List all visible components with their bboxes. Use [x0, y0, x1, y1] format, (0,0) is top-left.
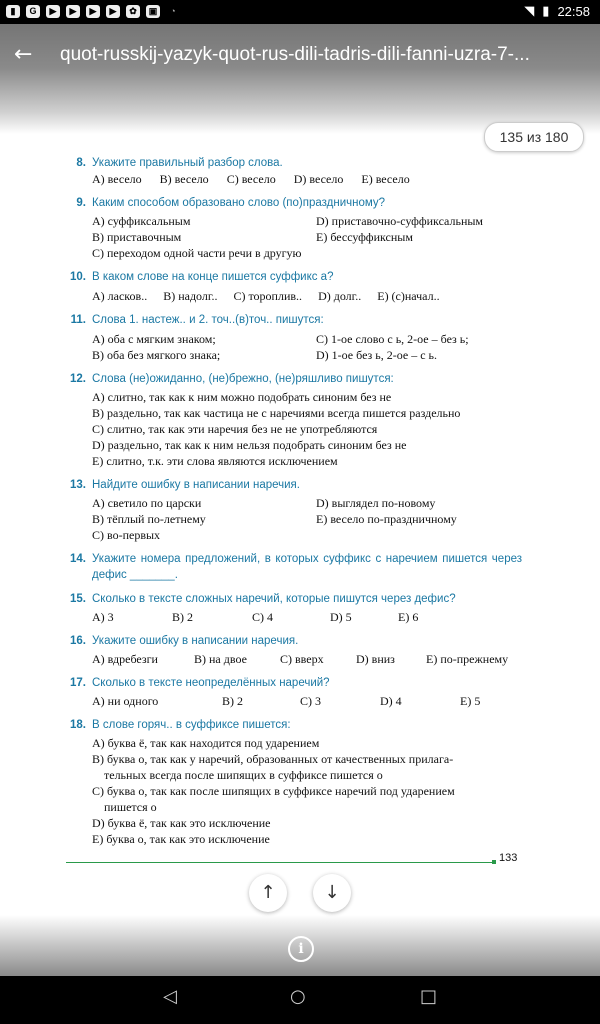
youtube-icon: ▶: [86, 5, 100, 18]
status-right: [524, 3, 590, 19]
recents-icon[interactable]: □: [420, 986, 438, 1007]
option: С) 4: [252, 610, 273, 624]
page-number: 133: [499, 852, 518, 864]
option: D) раздельно, так как к ним нельзя подобрать синоним без не: [92, 438, 407, 452]
option: D) 5: [330, 610, 352, 624]
option: D) приставочно-суффиксальным: [316, 214, 484, 228]
arrow-down-icon: ↓: [324, 882, 340, 903]
sim-icon: ▮: [6, 5, 20, 18]
option: В) 2: [172, 610, 193, 624]
question-number: 14.: [70, 553, 86, 565]
option: А) суффиксальным: [92, 214, 191, 228]
question-12: [66, 371, 522, 469]
youtube-icon: ▶: [46, 5, 60, 18]
option: пишется о: [104, 800, 157, 814]
option: С) во-первых: [92, 528, 161, 542]
google-icon: G: [26, 5, 40, 18]
option: А) вдребезги: [92, 652, 158, 666]
youtube-icon: ▶: [106, 5, 120, 18]
system-nav-bar: [0, 976, 600, 1024]
question-text: Слова 1. настеж.. и 2. точ..(в)точ.. пишутся:: [92, 314, 324, 326]
option: Е) (с)начал..: [377, 289, 440, 303]
question-17: [66, 675, 522, 709]
option: D) 4: [380, 694, 402, 708]
question-text: Найдите ошибку в написании наречия.: [92, 479, 300, 491]
option: В) буква о, так как у наречий, образованных от качественных прилага-: [92, 752, 454, 766]
question-18: [66, 717, 522, 847]
question-text: Укажите ошибку в написании наречия.: [92, 635, 299, 647]
option: С) тороплив..: [233, 289, 303, 303]
option: Е) по-прежнему: [426, 652, 509, 666]
option: Е) весело по-праздничному: [316, 512, 457, 526]
option: D) выглядел по-новому: [316, 496, 436, 510]
question-text: Укажите правильный разбор слова.: [92, 157, 283, 169]
question-number: 16.: [70, 635, 86, 647]
question-number: 8.: [76, 157, 86, 169]
question-number: 17.: [70, 677, 86, 689]
back-arrow-icon[interactable]: ←: [14, 42, 33, 67]
option: В) раздельно, так как частица не с наречиями всегда пишется раздельно: [92, 406, 461, 420]
question-number: 11.: [70, 314, 86, 326]
option: С) буква о, так как после шипящих в суффиксе наречий под ударением: [92, 784, 455, 798]
question-text: В слове горяч.. в суффиксе пишется:: [92, 719, 291, 731]
option: С) вверх: [280, 652, 324, 666]
option: D) долг..: [318, 289, 362, 303]
option: С) слитно, так как эти наречия без не не употребляются: [92, 422, 378, 436]
question-16: [66, 633, 522, 667]
info-icon[interactable]: i: [288, 936, 314, 962]
question-11: [66, 312, 522, 363]
option: Е) 6: [398, 610, 419, 624]
option: А) оба с мягким знаком;: [92, 332, 216, 346]
option: В) тёплый по-летнему: [92, 512, 206, 526]
option: тельных всегда после шипящих в суффиксе пишется о: [104, 768, 383, 782]
option: Е) буква о, так как это исключение: [92, 832, 270, 846]
option: Е) бессуффиксным: [316, 230, 413, 244]
page-counter: 135 из 180: [484, 122, 584, 152]
question-10: [66, 269, 522, 304]
gallery-icon: ▣: [146, 5, 160, 18]
question-number: 10.: [70, 271, 86, 283]
option: В) надолг..: [163, 289, 218, 303]
option: В) весело: [159, 172, 209, 186]
arrow-up-icon: ↑: [260, 882, 276, 903]
app-icon: ✿: [126, 5, 140, 18]
question-15: [66, 591, 522, 625]
option: С) весело: [226, 172, 276, 186]
question-13: [66, 477, 522, 543]
question-9: [66, 195, 522, 261]
question-text: Каким способом образовано слово (по)праздничному?: [92, 197, 386, 209]
option: Е) 5: [460, 694, 481, 708]
back-icon[interactable]: ◁: [163, 986, 177, 1007]
option: В) 2: [222, 694, 243, 708]
status-bar: [0, 0, 600, 24]
document-title: quot-russkij-yazyk-quot-rus-dili-tadris-dili-fanni-uzra-7-...: [60, 44, 530, 65]
option: А) буква ё, так как находится под ударением: [92, 736, 320, 750]
question-14: [66, 551, 522, 583]
wifi-icon: ◥: [524, 3, 535, 18]
question-text: Слова (не)ожиданно, (не)брежно, (не)ряшливо пишутся:: [92, 373, 394, 385]
document-page: [66, 155, 522, 851]
option: А) светило по царски: [92, 496, 202, 510]
question-number: 12.: [70, 373, 86, 385]
option: А) 3: [92, 610, 114, 624]
option: D) 1-ое без ь, 2-ое – с ь.: [316, 348, 438, 362]
question-text: Сколько в тексте неопределённых наречий?: [92, 677, 330, 689]
option: D) весело: [293, 172, 344, 186]
question-text: В каком слове на конце пишется суффикс а?: [92, 271, 334, 283]
question-text: Укажите номера предложений, в которых суффикс с наречием пишется через дефис _______.: [92, 553, 522, 581]
option: А) слитно, так как к ним можно подобрать синоним без не: [92, 390, 392, 404]
question-number: 13.: [70, 479, 86, 491]
question-number: 9.: [76, 197, 86, 209]
option: А) ни одного: [92, 694, 159, 708]
question-8: [66, 155, 522, 187]
next-page-button[interactable]: [313, 874, 351, 912]
notification-icons: [6, 5, 180, 18]
option: Е) слитно, т.к. эти слова являются исключением: [92, 454, 338, 468]
option: А) ласков..: [92, 289, 148, 303]
page-divider-dot: [492, 860, 496, 864]
question-number: 18.: [70, 719, 86, 731]
option: D) буква ё, так как это исключение: [92, 816, 271, 830]
youtube-icon: ▶: [66, 5, 80, 18]
option: С) 3: [300, 694, 321, 708]
battery-icon: ▮: [542, 3, 550, 18]
home-icon[interactable]: ○: [290, 986, 306, 1007]
app-bar: [0, 24, 600, 134]
option: В) оба без мягкого знака;: [92, 348, 221, 362]
option: В) приставочным: [92, 230, 182, 244]
option: А) весело: [92, 172, 142, 186]
page-divider: [66, 862, 494, 863]
clock: 22:58: [557, 3, 590, 19]
option: С) 1-ое слово с ь, 2-ое – без ь;: [316, 332, 469, 346]
previous-page-button[interactable]: [249, 874, 287, 912]
question-text: Сколько в тексте сложных наречий, которые пишутся через дефис?: [92, 593, 456, 605]
option: В) на двое: [194, 652, 247, 666]
option: D) вниз: [356, 652, 395, 666]
wifi-off-icon: ◔: [170, 6, 176, 16]
option: Е) весело: [361, 172, 410, 186]
option: С) переходом одной части речи в другую: [92, 246, 302, 260]
question-number: 15.: [70, 593, 86, 605]
